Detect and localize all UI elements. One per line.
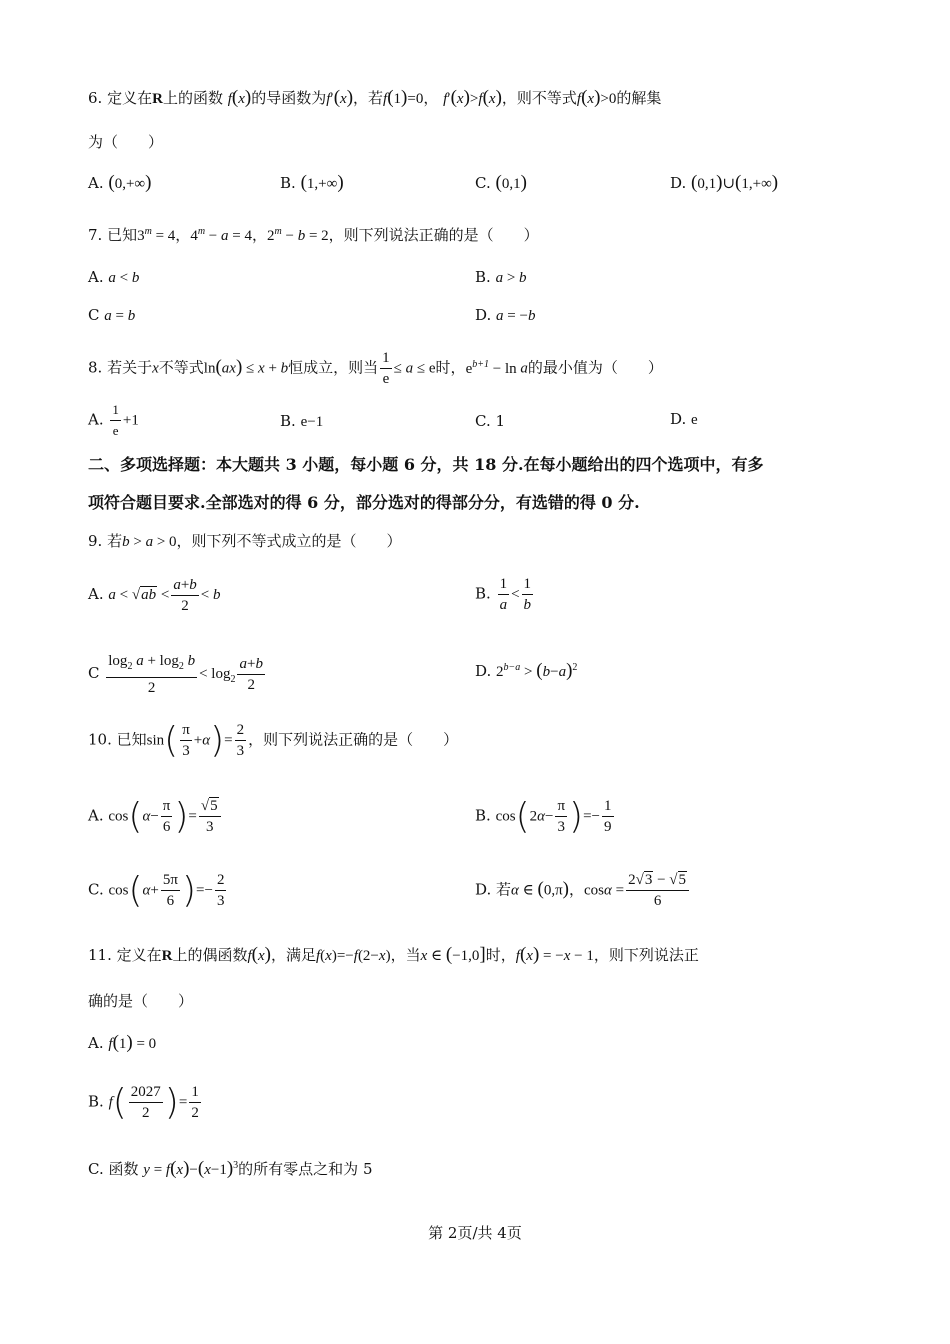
q11-stem-line2: 确的是（ ） [88, 992, 194, 1010]
q11-option-c: C. 函数 $y = f(x)-(x-1)^3$的所有零点之和为 5 [88, 1158, 373, 1179]
q7-option-c: C a = b [88, 306, 136, 324]
q6-stem-line2: 为（ ） [88, 133, 164, 151]
q6-option-b: B. (1,+∞) [280, 172, 344, 193]
q7-option-a: A. a < b [88, 268, 140, 286]
section2-heading: 二、多项选择题：本大题共 3 小题，每小题 6 分，共 18 分.在每小题给出的四个选项中，有多 项符合题目要求.全部选对的得 6 分，部分选对的得部分分，有选错的得 0 分. [88, 455, 764, 512]
q8-option-d: D. e [670, 410, 698, 428]
q11-stem-line1: 11. 定义在R上的偶函数f(x)，满足f(x)=−f(2−x)，当x ∈ (−1,0]时，f(x) = −x − 1，则下列说法正 [88, 944, 699, 965]
q7-stem: 7. 已知$3^m = 4$，$4^m - a = 4$，$2^m - b = 2$，则下列说法正确的是（ ） [88, 226, 539, 244]
q8-option-c: C. 1 [475, 412, 506, 430]
q8-stem: 8. 若关于x不等式ln(ax) ≤ x + b恒成立，则当 $\frac{1}{e}$ ≤ a ≤ e时，$e^{b+1} - \ln a$的最小值为（ ） [88, 350, 663, 387]
q7-option-d: D. a = −b [475, 306, 536, 324]
q10-option-b: B. cos(2α− $\frac{\pi}{3}$ )=− $\frac{1}{9}$ [475, 796, 612, 837]
q9-option-c: C $\frac{\log_2 a + \log_2 b}{2}$ < $\log_2$ $\frac{a+b}{2}$ [88, 650, 267, 698]
q6-option-a: A. (0,+∞) [88, 172, 152, 193]
q9-option-a: A. a < √ab < $\frac{a+b}{2}$ < b [88, 574, 221, 616]
q9-stem: 9. 若b > a > 0，则下列不等式成立的是（ ） [88, 532, 402, 550]
q9-option-b: B. $\frac{1}{a}$ < $\frac{1}{b}$ [475, 576, 532, 613]
q8-option-a: A. $\frac{1}{e}$ +1 [88, 402, 139, 438]
q6-option-d: D. (0,1)∪(1,+∞) [670, 172, 779, 193]
page-footer: 第 2页/共 4页 [428, 1224, 522, 1242]
q8-option-b: B. e−1 [280, 412, 324, 430]
q11-option-a: A. f(1) = 0 [88, 1032, 157, 1053]
q10-option-d: D. 若α ∈ (0,π)，cosα = $\frac{2√3 - √5}{6}$ [475, 870, 691, 911]
q6-option-c: C. (0,1) [475, 172, 527, 193]
q9-option-d: D. $2^{b-a} > (b-a)^2$ [475, 660, 578, 681]
q11-option-b: B. f( $\frac{2027}{2}$ )= $\frac{1}{2}$ [88, 1082, 199, 1123]
q6-stem-line1: 6. 定义在R上的函数 f(x)的导函数为f′(x)，若f(1)=0， f′(x)>f(x)，则不等式f(x)>0的解集 [88, 87, 662, 108]
q10-option-a: A. cos(α− $\frac{\pi}{6}$ )= $\frac{√5}{3}$ [88, 796, 223, 837]
q10-stem: 10. 已知sin( $\frac{\pi}{3}$ +α)= $\frac{2}{3}$ ，则下列说法正确的是（ ） [88, 720, 459, 761]
q7-option-b: B. a > b [475, 268, 527, 286]
q10-option-c: C. cos(α+ $\frac{5\pi}{6}$ )=− $\frac{2}{3}$ [88, 870, 225, 911]
